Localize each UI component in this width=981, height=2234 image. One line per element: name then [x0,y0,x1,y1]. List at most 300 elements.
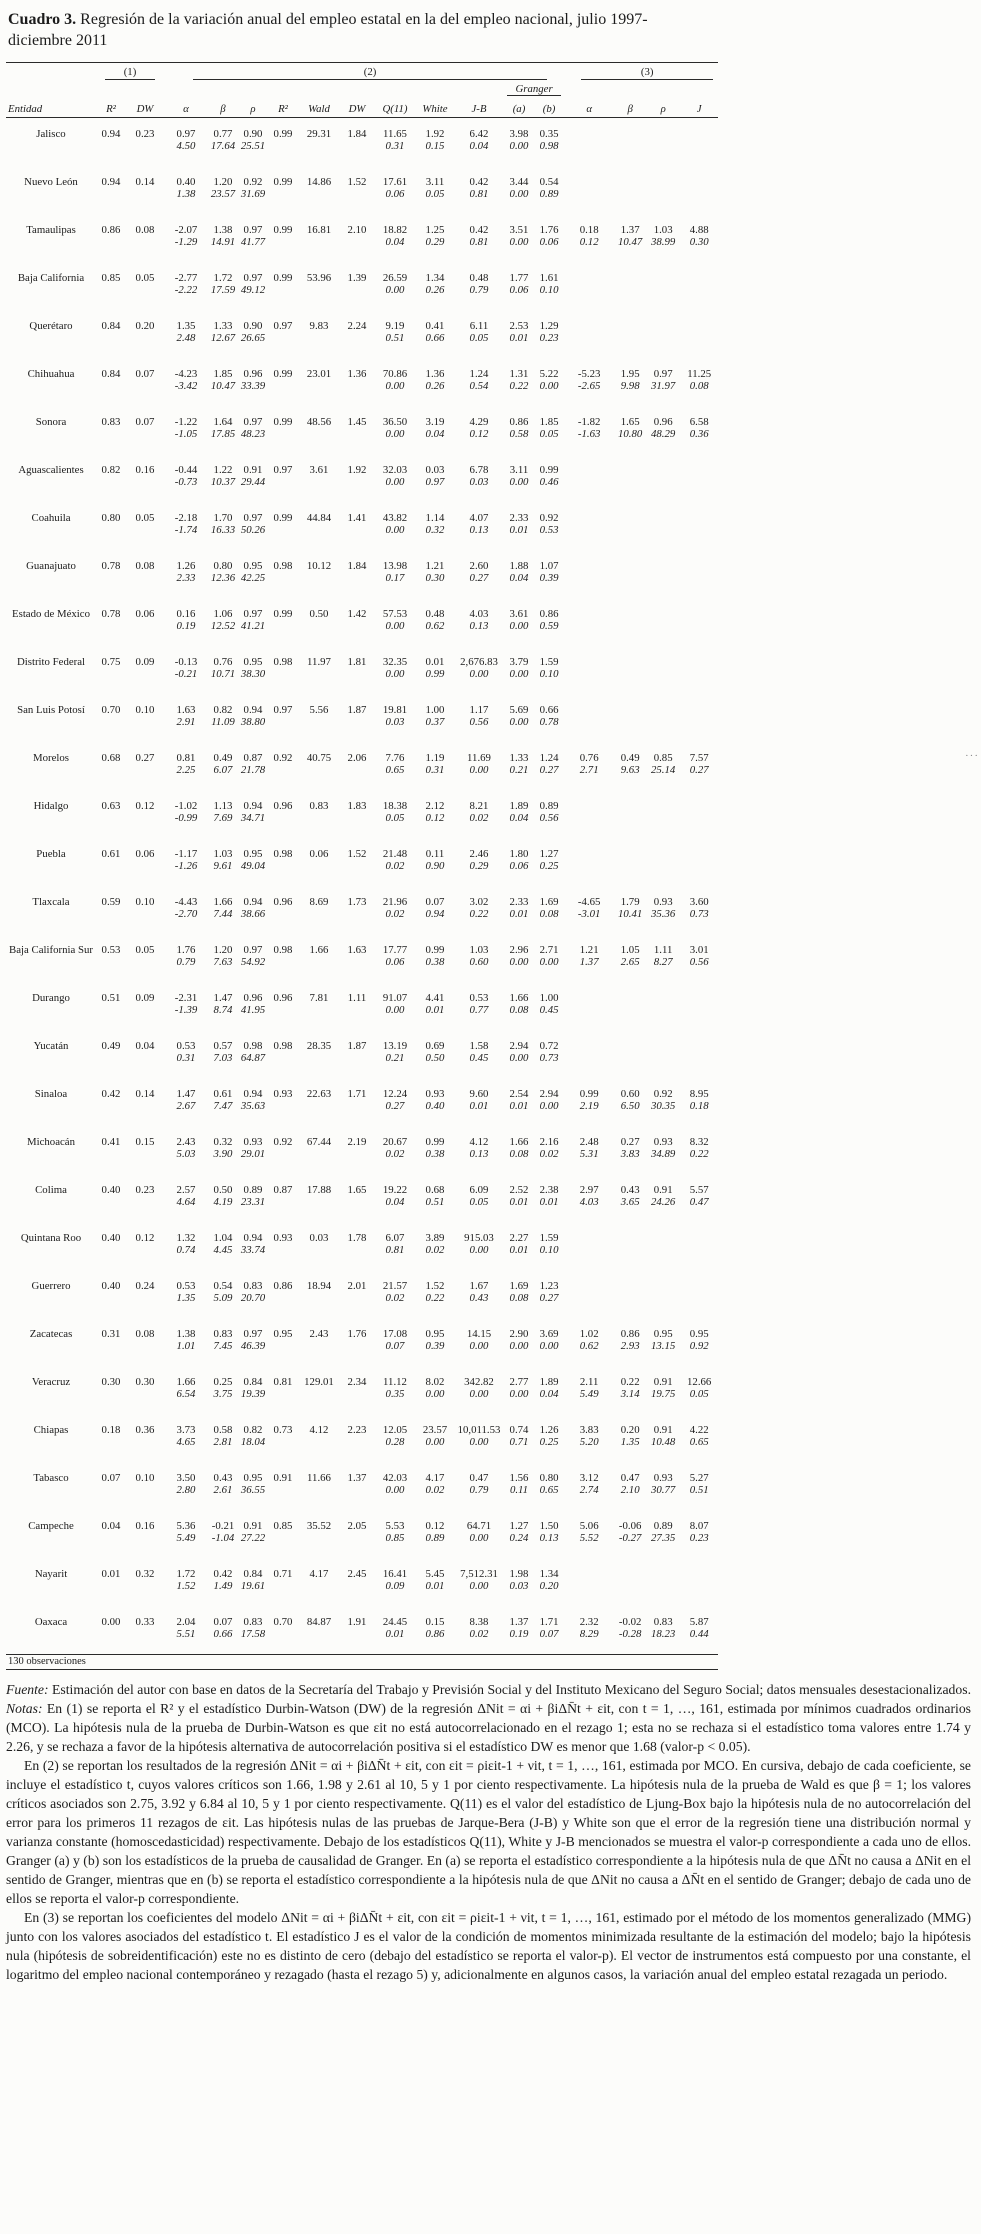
stat-value: 1.32 [176,1231,196,1244]
tstat-value [340,908,374,934]
tstat-value: 2.80 [176,1483,196,1496]
tstat-value [268,1484,298,1510]
stat-value [646,166,680,188]
tstat-value: 0.05 [469,1195,489,1208]
stat-value: 0.10 [135,895,155,908]
tstat-value [646,572,680,598]
stat-value: 0.98 [243,1039,263,1052]
tstat-value: 0.39 [425,1339,445,1352]
stat-value: 5.56 [309,703,329,716]
stat-value: 0.82 [213,703,233,716]
group-1-cell [96,62,164,80]
stat-value: 64.71 [466,1519,492,1532]
tstat-value [340,812,374,838]
entidad-name: Zacatecas [29,1327,73,1340]
tstat-value [268,812,298,838]
stat-value: 2.90 [509,1327,529,1340]
tstat-value [614,476,646,502]
stat-value: 0.86 [620,1327,640,1340]
entidad-empty [6,1340,96,1366]
tstat-value: 10.47 [210,379,236,392]
stat-value: 1.45 [347,415,367,428]
stat-value: 0.89 [539,799,559,812]
tstat-value: 0.08 [509,1003,529,1016]
corner-cell [6,62,96,80]
stat-value: 8.69 [309,895,329,908]
stat-value [564,1222,614,1244]
tstat-value: 0.01 [469,1099,489,1112]
tstat-value: 0.62 [579,1339,599,1352]
tstat-value: 0.01 [509,1195,529,1208]
stat-value: 0.05 [135,271,155,284]
tstat-value [680,188,718,214]
stat-value: 20.67 [382,1135,408,1148]
tstat-value [298,1292,340,1318]
stat-value: 0.94 [243,799,263,812]
tstat-value: 0.12 [425,811,445,824]
stat-value: 4.41 [425,991,445,1004]
tstat-value: 0.13 [469,523,489,536]
tstat-value: 0.85 [385,1531,405,1544]
stat-value: 0.99 [273,415,293,428]
col-rho-2: ρ [238,96,268,118]
stat-value: 0.42 [101,1087,121,1100]
stat-value: 0.06 [135,607,155,620]
tstat-value [614,1052,646,1078]
tstat-value: 1.38 [176,187,196,200]
stat-value: 0.11 [425,847,445,860]
stat-value: 342.82 [464,1375,494,1388]
tstat-value: 0.23 [539,331,559,344]
tstat-value: 0.60 [469,955,489,968]
stat-value: 0.85 [101,271,121,284]
stat-value: 0.82 [101,463,121,476]
tstat-value [126,620,164,646]
tstat-value: 4.50 [176,139,196,152]
tstat-value [126,380,164,406]
group-2-cell [164,62,564,80]
entidad-name: Baja California [17,271,85,284]
stat-value [614,454,646,476]
stat-value: 0.50 [309,607,329,620]
tstat-value [126,1100,164,1126]
stat-value: 0.70 [273,1615,293,1628]
stat-value: -0.44 [174,463,198,476]
tstat-value: 46.39 [240,1339,266,1352]
stat-value: 1.38 [213,223,233,236]
tstat-value [340,956,374,982]
tstat-value: 0.00 [509,1387,529,1400]
tstat-value: 0.01 [425,1003,445,1016]
stat-value: 0.27 [620,1135,640,1148]
stat-value: 0.40 [101,1231,121,1244]
col-jb: J-B [454,96,504,118]
stat-value: 0.23 [135,1183,155,1196]
tstat-value: 49.04 [240,859,266,872]
stat-value: 1.19 [425,751,445,764]
tstat-value [340,524,374,550]
stat-value: 18.38 [382,799,408,812]
state-row [6,310,718,332]
tstat-value: 8.27 [653,955,673,968]
tstat-value [126,1388,164,1414]
stat-value: 1.27 [539,847,559,860]
stat-value: 0.42 [469,223,489,236]
tstat-value [646,332,680,358]
tstat-value: 0.73 [539,1051,559,1064]
stat-value: 19.22 [382,1183,408,1196]
stat-value: 0.47 [469,1471,489,1484]
tstat-value: 17.59 [210,283,236,296]
stat-value: 0.91 [273,1471,293,1484]
tstat-value: 0.04 [509,571,529,584]
entidad-empty [6,716,96,742]
tstat-value: 41.95 [240,1003,266,1016]
tstat-value: 7.03 [213,1051,233,1064]
stat-value: 1.52 [425,1279,445,1292]
stat-value: 1.72 [213,271,233,284]
state-row-tstats [6,764,718,790]
tstat-value: -0.99 [174,811,198,824]
stat-value: 1.25 [425,223,445,236]
stat-value [680,454,718,476]
tstat-value [646,620,680,646]
tstat-value: 9.98 [620,379,640,392]
tstat-value [680,140,718,166]
state-row [6,1510,718,1532]
stat-value: 0.95 [243,1471,263,1484]
tstat-value: -0.73 [174,475,198,488]
tstat-value [96,524,126,550]
tstat-value: 0.02 [385,1291,405,1304]
state-row [6,790,718,812]
stat-value [680,117,718,140]
tstat-value [96,380,126,406]
tstat-value [126,908,164,934]
stat-value: 0.53 [469,991,489,1004]
col-r2-1: R² [96,96,126,118]
stat-value: 5.27 [689,1471,709,1484]
tstat-value: 18.23 [651,1627,676,1640]
tstat-value [614,332,646,358]
state-row [6,1222,718,1244]
stat-value: 0.27 [135,751,155,764]
tstat-value: 0.22 [509,379,529,392]
stat-value: 1.76 [347,1327,367,1340]
tstat-value: 0.81 [469,235,489,248]
stat-value [564,1030,614,1052]
stat-value [614,1270,646,1292]
tstat-value [614,572,646,598]
entidad-empty [6,332,96,358]
tstat-value: 0.00 [385,475,405,488]
tstat-value [646,812,680,838]
stat-value [680,1222,718,1244]
stat-value [680,1270,718,1292]
tstat-value: 0.01 [385,1627,405,1640]
tstat-value: 0.26 [425,283,445,296]
tstat-value [268,1436,298,1462]
stat-value [564,1558,614,1580]
stat-value: 0.31 [101,1327,121,1340]
entidad-empty [6,140,96,166]
stat-value: 1.04 [213,1231,233,1244]
tstat-value [96,716,126,742]
tstat-value: 21.78 [240,763,266,776]
stat-value: 2.97 [579,1183,599,1196]
stat-value: 1.39 [347,271,367,284]
stat-value: 11.69 [467,751,491,764]
entidad-empty [6,1100,96,1126]
tstat-value: 0.11 [509,1483,529,1496]
col-white: White [416,96,454,118]
stat-value: 0.89 [653,1519,673,1532]
stat-value: 2.19 [347,1135,367,1148]
stat-value: 1.14 [425,511,445,524]
tstat-value: 0.81 [385,1243,405,1256]
tstat-value [298,1196,340,1222]
state-row [6,1414,718,1436]
tstat-value: 0.09 [385,1579,405,1592]
tstat-value: 0.45 [469,1051,489,1064]
tstat-value [96,1052,126,1078]
tstat-value: 0.00 [509,1339,529,1352]
tstat-value: -1.29 [174,235,198,248]
tstat-value [680,620,718,646]
entidad-name: Guerrero [31,1279,71,1292]
tstat-value: 0.00 [509,235,529,248]
tstat-value: 0.86 [425,1627,445,1640]
tstat-value [268,572,298,598]
tstat-value: 0.27 [539,763,559,776]
group-3-cell [564,62,718,80]
tstat-value: 0.08 [509,1291,529,1304]
stat-value: 0.03 [425,463,445,476]
stat-value: 1.13 [213,799,233,812]
state-row [6,1078,718,1100]
stat-value: 57.53 [382,607,408,620]
stat-value: 13.19 [382,1039,408,1052]
table-body [6,117,718,1654]
tstat-value: 0.00 [509,619,529,632]
stat-value: 2.96 [509,943,529,956]
stat-value: 0.91 [653,1183,673,1196]
stat-value: 0.06 [135,847,155,860]
tstat-value [268,476,298,502]
tstat-value: 0.92 [689,1339,709,1352]
stat-value: 2.32 [579,1615,599,1628]
stat-value: 0.94 [101,175,121,188]
tstat-value [268,428,298,454]
tstat-value: 0.03 [509,1579,529,1592]
state-row [6,262,718,284]
state-row-tstats [6,908,718,934]
tstat-value [298,236,340,262]
tstat-value: 23.57 [210,187,236,200]
state-row-tstats [6,1340,718,1366]
tstat-value: 25.14 [651,763,676,776]
stat-value: 2.33 [509,511,529,524]
tstat-value: 0.10 [539,667,559,680]
tstat-value [298,428,340,454]
state-row-tstats [6,1532,718,1558]
tstat-value: 0.53 [539,523,559,536]
state-row-tstats [6,860,718,886]
tstat-value: 0.02 [425,1243,445,1256]
stat-value: 1.66 [176,1375,196,1388]
stat-value: 1.87 [347,703,367,716]
col-alpha-3: α [564,96,614,118]
tstat-value: 2.48 [176,331,196,344]
tstat-value: 0.27 [689,763,709,776]
tstat-value: 6.54 [176,1387,196,1400]
tstat-value: 0.04 [539,1387,559,1400]
tstat-value [340,860,374,886]
tstat-value [268,1148,298,1174]
stat-value: 1.31 [509,367,529,380]
stat-value [680,1558,718,1580]
tstat-value [646,716,680,742]
tstat-value [268,1292,298,1318]
tstat-value [298,380,340,406]
stat-value [646,1270,680,1292]
stat-value: 1.73 [347,895,367,908]
stat-value: 10,011.53 [457,1423,501,1436]
stat-value: 0.95 [243,847,263,860]
tstat-value [680,572,718,598]
tstat-value: 0.31 [385,139,405,152]
tstat-value: 0.29 [425,235,445,248]
tstat-value [96,668,126,694]
stat-value: 12.05 [382,1423,408,1436]
stat-value: 18.94 [306,1279,332,1292]
tstat-value [126,1244,164,1270]
state-row-tstats [6,572,718,598]
stat-value: 1.11 [653,943,673,956]
tstat-value: 7.47 [213,1099,233,1112]
tstat-value [96,812,126,838]
stat-value: 1.36 [425,367,445,380]
tstat-value: 0.12 [469,427,489,440]
stat-value [680,262,718,284]
stat-value: 0.99 [273,511,293,524]
tstat-value [126,956,164,982]
entidad-name: Sinaloa [34,1087,68,1100]
notas-label: Notas: [6,1700,47,1716]
stat-value: -5.23 [577,367,601,380]
stat-value: 0.60 [620,1087,640,1100]
tstat-value [96,476,126,502]
stat-value: 2.24 [347,319,367,332]
tstat-value [268,1388,298,1414]
stat-value: 0.86 [509,415,529,428]
tstat-value: 2.93 [620,1339,640,1352]
stat-value [680,166,718,188]
tstat-value: 29.01 [240,1147,266,1160]
entidad-empty [6,572,96,598]
state-row [6,166,718,188]
stat-value: 3.83 [579,1423,599,1436]
tstat-value: 38.66 [240,907,266,920]
stat-value: 1.79 [620,895,640,908]
tstat-value [680,1292,718,1318]
stat-value: 32.35 [382,655,408,668]
state-row [6,1366,718,1388]
stat-value: 0.23 [135,127,155,140]
stat-value: 0.15 [425,1615,445,1628]
state-row-tstats [6,956,718,982]
state-row [6,646,718,668]
tstat-value: 2.65 [620,955,640,968]
entidad-name: Puebla [36,847,66,860]
stat-value: 0.81 [273,1375,293,1388]
stat-value [646,982,680,1004]
stat-value: 1.65 [347,1183,367,1196]
tstat-value: 0.89 [539,187,559,200]
stat-value: 0.83 [243,1615,263,1628]
stat-value: 0.97 [243,415,263,428]
tstat-value [564,572,614,598]
stat-value: 3.01 [689,943,709,956]
stat-value: 17.88 [306,1183,332,1196]
stat-value: 0.40 [101,1279,121,1292]
tstat-value: 0.97 [425,475,445,488]
tstat-value [268,620,298,646]
stat-value: 11.65 [383,127,407,140]
stat-value: 7.57 [689,751,709,764]
entidad-empty [6,956,96,982]
stat-value: 0.86 [273,1279,293,1292]
stat-value: 0.10 [135,703,155,716]
page-margin-dots: ··· [965,750,979,762]
stat-value: 0.41 [101,1135,121,1148]
tstat-value [268,188,298,214]
entidad-name: San Luis Potosí [17,703,85,716]
stat-value: 0.98 [273,655,293,668]
tstat-value [680,1052,718,1078]
stat-value: 2.38 [539,1183,559,1196]
stat-value [564,117,614,140]
stat-value: 0.96 [243,367,263,380]
tstat-value [298,1100,340,1126]
tstat-value [96,572,126,598]
tstat-value: 0.10 [539,1243,559,1256]
tstat-value [298,1628,340,1654]
stat-value: 8.95 [689,1087,709,1100]
stat-value: 0.75 [101,655,121,668]
stat-value: 0.97 [243,223,263,236]
entidad-empty [6,668,96,694]
tstat-value [126,284,164,310]
stat-value: 3.02 [469,895,489,908]
stat-value: 1.24 [539,751,559,764]
tstat-value: 14.91 [210,235,236,248]
stat-value: 36.50 [382,415,408,428]
stat-value: 1.59 [539,1231,559,1244]
tstat-value [126,668,164,694]
stat-value: -1.82 [577,415,601,428]
stat-value: 0.61 [213,1087,233,1100]
tstat-value [96,1628,126,1654]
tstat-value: -0.27 [618,1531,642,1544]
stat-value [564,982,614,1004]
stat-value: 2.34 [347,1375,367,1388]
stat-value: 0.96 [273,991,293,1004]
stat-value: 44.84 [306,511,332,524]
tstat-value: 0.31 [425,763,445,776]
stat-value: 0.07 [101,1471,121,1484]
tstat-value [614,620,646,646]
